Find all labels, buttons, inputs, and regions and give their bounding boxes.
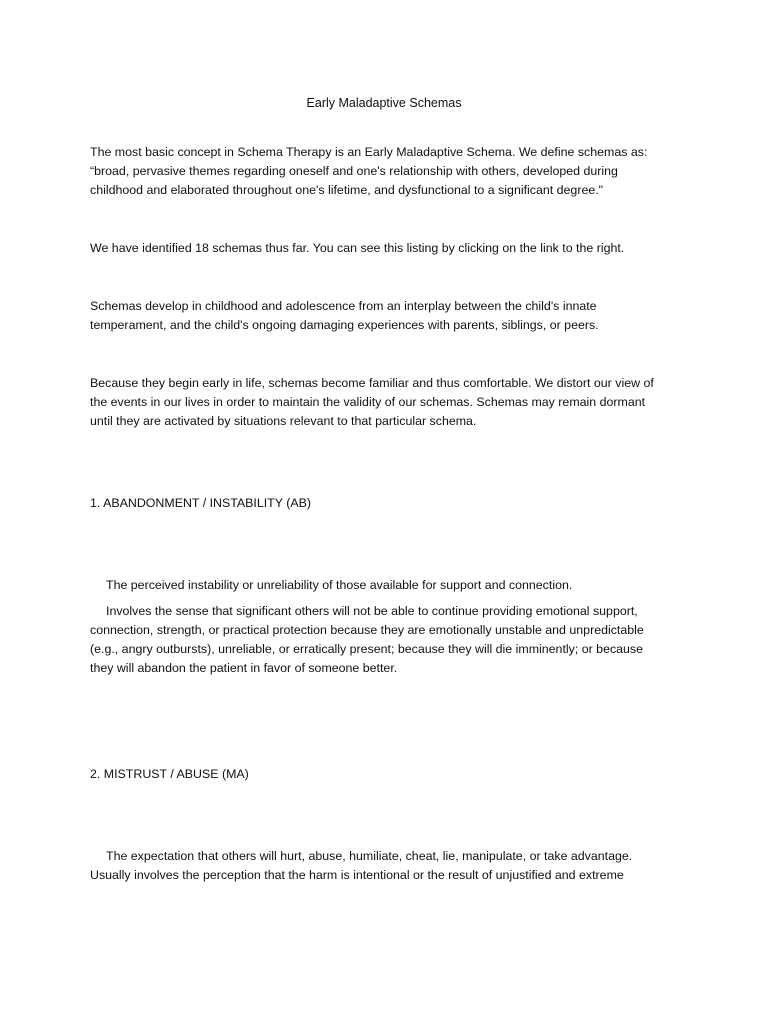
text-line: temperament, and the child's ongoing damaging experiences with parents, siblings, or peers. <box>90 318 599 332</box>
schema-1-detail <box>90 602 680 678</box>
schema-2-summary <box>90 847 680 885</box>
text-line: Involves the sense that significant others will not be able to continue providing emotional support, <box>106 604 638 618</box>
section-heading: 2. MISTRUST / ABUSE (MA) <box>90 767 249 781</box>
text-line: Usually involves the perception that the harm is intentional or the result of unjustified and extreme <box>90 868 624 882</box>
text-line: We have identified 18 schemas thus far. You can see this listing by clicking on the link to the right. <box>90 241 625 255</box>
schema-2-heading <box>90 765 680 784</box>
text-line: until they are activated by situations relevant to that particular schema. <box>90 414 477 428</box>
schema-1-summary <box>90 576 680 595</box>
text-line: The perceived instability or unreliability of those available for support and connection. <box>106 578 573 592</box>
section-heading: 1. ABANDONMENT / INSTABILITY (AB) <box>90 496 312 510</box>
text-line: Schemas develop in childhood and adolescence from an interplay between the child's innate <box>90 299 597 313</box>
text-line: connection, strength, or practical protection because they are emotionally unstable and unpredictable <box>90 623 644 637</box>
text-line: “broad, pervasive themes regarding oneself and one's relationship with others, developed during <box>90 164 618 178</box>
text-line: childhood and elaborated throughout one's lifetime, and dysfunctional to a significant degree." <box>90 183 604 197</box>
schema-1-heading <box>90 494 680 513</box>
text-line: they will abandon the patient in favor of someone better. <box>90 661 398 675</box>
document-title: Early Maladaptive Schemas <box>306 96 462 110</box>
text-line: The expectation that others will hurt, abuse, humiliate, cheat, lie, manipulate, or take advantage. <box>106 849 633 863</box>
intro-paragraph <box>90 143 680 200</box>
identified-paragraph <box>90 239 680 258</box>
familiar-paragraph <box>90 374 680 431</box>
text-line: Because they begin early in life, schemas become familiar and thus comfortable. We distort our view of <box>90 376 654 390</box>
text-line: (e.g., angry outbursts), unreliable, or erratically present; because they will die imminently; or because <box>90 642 644 656</box>
text-line: the events in our lives in order to maintain the validity of our schemas. Schemas may remain dormant <box>90 395 646 409</box>
develop-paragraph <box>90 297 680 335</box>
text-line: The most basic concept in Schema Therapy is an Early Maladaptive Schema. We define schemas as: <box>90 145 648 159</box>
